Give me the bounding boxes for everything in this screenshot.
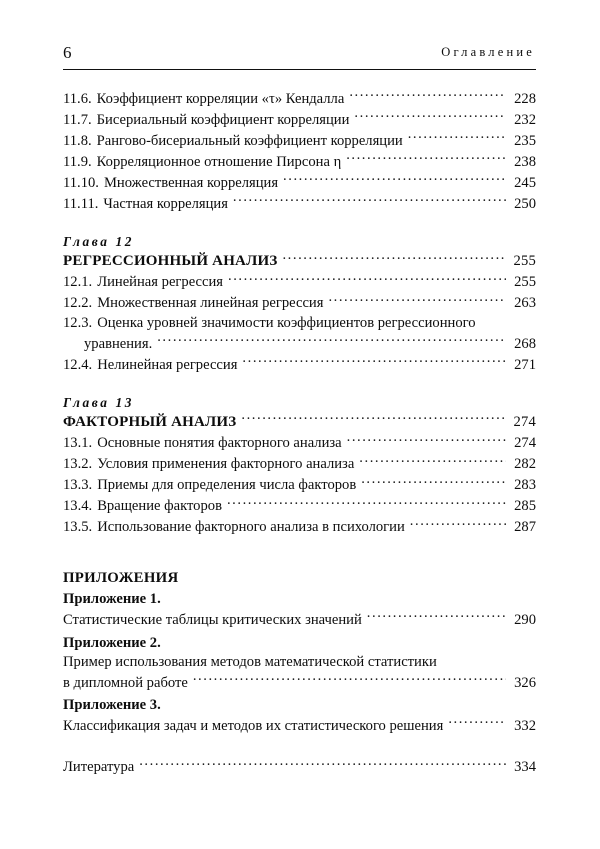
page-folio: 6 <box>63 43 72 62</box>
leader-dots <box>283 172 506 187</box>
toc-entry-number: 11.9. <box>63 153 92 170</box>
toc-entry-page: 228 <box>514 90 536 107</box>
toc-entry-page: 235 <box>514 132 536 149</box>
leader-dots <box>354 109 506 124</box>
toc-entry-page: 263 <box>514 295 536 312</box>
toc-entry[interactable] <box>63 314 536 333</box>
appendix-page: 332 <box>514 717 536 734</box>
toc-group-chapter-13 <box>63 394 536 538</box>
appendix-title: Приложение 1. <box>63 591 161 608</box>
leader-dots <box>347 432 506 447</box>
toc-entry[interactable] <box>63 474 536 495</box>
appendix-description: Классификация задач и методов их статистического решения <box>63 717 444 734</box>
toc-entry[interactable] <box>63 88 536 109</box>
leader-dots <box>139 757 506 772</box>
leader-dots <box>282 250 506 265</box>
toc-body <box>63 88 536 778</box>
toc-entry-page: 271 <box>514 356 536 373</box>
toc-entry-label: Рангово-бисериальный коэффициент корреляции <box>96 132 403 149</box>
bibliography-label: Литература <box>63 759 135 776</box>
appendix-title: Приложение 3. <box>63 697 161 714</box>
toc-entry[interactable] <box>63 354 536 375</box>
chapter-title-entry[interactable] <box>63 411 536 433</box>
toc-entry[interactable] <box>63 151 536 172</box>
appendix-entry[interactable] <box>63 715 536 736</box>
appendix-group <box>63 589 536 630</box>
leader-dots <box>328 293 506 308</box>
toc-entry-label: Бисериальный коэффициент корреляции <box>96 111 350 128</box>
toc-entry-number: 11.7. <box>63 111 92 128</box>
toc-entry-label-line2: уравнения. <box>84 335 153 352</box>
toc-entry[interactable] <box>63 193 536 214</box>
toc-group-chapter-12 <box>63 233 536 375</box>
running-head <box>63 43 536 70</box>
toc-entry-number: 12.1. <box>63 274 93 291</box>
leader-dots <box>242 354 506 369</box>
toc-entry-page: 238 <box>514 153 536 170</box>
toc-entry-number: 11.10. <box>63 174 99 191</box>
leader-dots <box>346 151 506 166</box>
toc-entry[interactable] <box>63 432 536 453</box>
toc-entry-page: 232 <box>514 111 536 128</box>
toc-entry-page: 245 <box>514 174 536 191</box>
leader-dots <box>157 333 506 348</box>
toc-entry-page: 287 <box>514 519 536 535</box>
toc-entry-page: 285 <box>514 498 536 514</box>
appendix-entry-continuation[interactable] <box>63 672 536 693</box>
toc-entry[interactable] <box>63 516 536 537</box>
leader-dots <box>233 193 506 208</box>
appendix-entry[interactable] <box>63 609 536 630</box>
toc-entry-label: Основные понятия факторного анализа <box>97 435 342 451</box>
bibliography-page: 334 <box>514 759 536 776</box>
toc-entry-number: 13.1. <box>63 435 93 451</box>
running-head-title: Оглавление <box>441 45 535 59</box>
chapter-kicker: Глава 12 <box>63 234 135 249</box>
toc-entry-label: Множественная корреляция <box>103 174 279 191</box>
appendix-description-line2: в дипломной работе <box>63 674 188 691</box>
toc-entry-number: 12.2. <box>63 295 93 312</box>
appendix-page: 326 <box>514 674 536 691</box>
toc-entry[interactable] <box>63 272 536 293</box>
toc-entry-page: 255 <box>514 274 536 291</box>
appendices-heading: ПРИЛОЖЕНИЯ <box>63 570 179 587</box>
appendix-group <box>63 633 536 694</box>
toc-entry-label: Корреляционное отношение Пирсона η <box>96 153 342 170</box>
toc-entry[interactable] <box>63 495 536 516</box>
leader-dots <box>448 715 506 730</box>
toc-entry-number: 13.3. <box>63 477 93 493</box>
toc-entry-label: Частная корреляция <box>103 195 228 212</box>
toc-entry-label: Условия применения факторного анализа <box>97 456 355 472</box>
toc-entry[interactable] <box>63 453 536 474</box>
chapter-kicker: Глава 13 <box>63 394 135 410</box>
appendix-title: Приложение 2. <box>63 634 161 651</box>
toc-entry-number: 13.4. <box>63 498 93 514</box>
toc-entry-page: 282 <box>514 456 536 472</box>
toc-entry-number: 12.4. <box>63 356 93 373</box>
toc-entry-number: 12.3. <box>63 314 93 331</box>
toc-entry-label: Использование факторного анализа в психологии <box>97 519 405 535</box>
leader-dots <box>241 411 506 426</box>
leader-dots <box>349 88 506 103</box>
leader-dots <box>367 609 506 624</box>
toc-entry[interactable] <box>63 172 536 193</box>
toc-entry-page: 250 <box>514 195 536 212</box>
toc-entry-number: 13.2. <box>63 456 93 472</box>
toc-entry-page: 268 <box>514 335 536 352</box>
toc-entry-label: Оценка уровней значимости коэффициентов регрессионного <box>97 314 476 331</box>
appendix-description: Пример использования методов математической статистики <box>63 653 437 670</box>
leader-dots <box>361 474 506 489</box>
toc-entry-number: 11.8. <box>63 132 92 149</box>
toc-entry-label: Коэффициент корреляции «τ» Кендалла <box>96 90 345 107</box>
leader-dots <box>410 516 506 531</box>
chapter-title-page: 274 <box>513 413 536 430</box>
leader-dots <box>193 672 506 687</box>
chapter-title-page: 255 <box>513 253 536 269</box>
leader-dots <box>227 495 506 510</box>
toc-group-appendices <box>63 568 536 736</box>
toc-entry-label: Вращение факторов <box>97 498 222 514</box>
toc-entry-continuation[interactable] <box>63 333 536 354</box>
toc-entry-label: Линейная регрессия <box>97 274 224 291</box>
leader-dots <box>228 272 506 287</box>
toc-entry-label: Множественная линейная регрессия <box>97 295 324 312</box>
appendix-entry[interactable] <box>63 653 536 673</box>
toc-group-chapter-11 <box>63 88 536 214</box>
toc-entry-label: Приемы для определения числа факторов <box>97 477 357 493</box>
chapter-title-entry[interactable] <box>63 250 536 272</box>
bibliography-entry[interactable] <box>63 757 536 778</box>
chapter-title: РЕГРЕССИОННЫЙ АНАЛИЗ <box>63 253 278 269</box>
toc-entry-page: 274 <box>514 435 536 451</box>
toc-entry-number: 11.11. <box>63 195 99 212</box>
toc-entry[interactable] <box>63 293 536 314</box>
leader-dots <box>408 130 506 145</box>
toc-entry[interactable] <box>63 109 536 130</box>
appendix-description: Статистические таблицы критических значений <box>63 612 362 628</box>
chapter-title: ФАКТОРНЫЙ АНАЛИЗ <box>63 413 237 430</box>
toc-entry-number: 11.6. <box>63 90 92 107</box>
toc-entry-number: 13.5. <box>63 519 93 535</box>
toc-entry[interactable] <box>63 130 536 151</box>
appendix-group <box>63 695 536 736</box>
toc-group-bibliography <box>63 757 536 778</box>
appendix-page: 290 <box>514 612 536 628</box>
toc-entry-page: 283 <box>514 477 536 493</box>
toc-entry-label: Нелинейная регрессия <box>97 356 238 373</box>
leader-dots <box>359 453 506 468</box>
